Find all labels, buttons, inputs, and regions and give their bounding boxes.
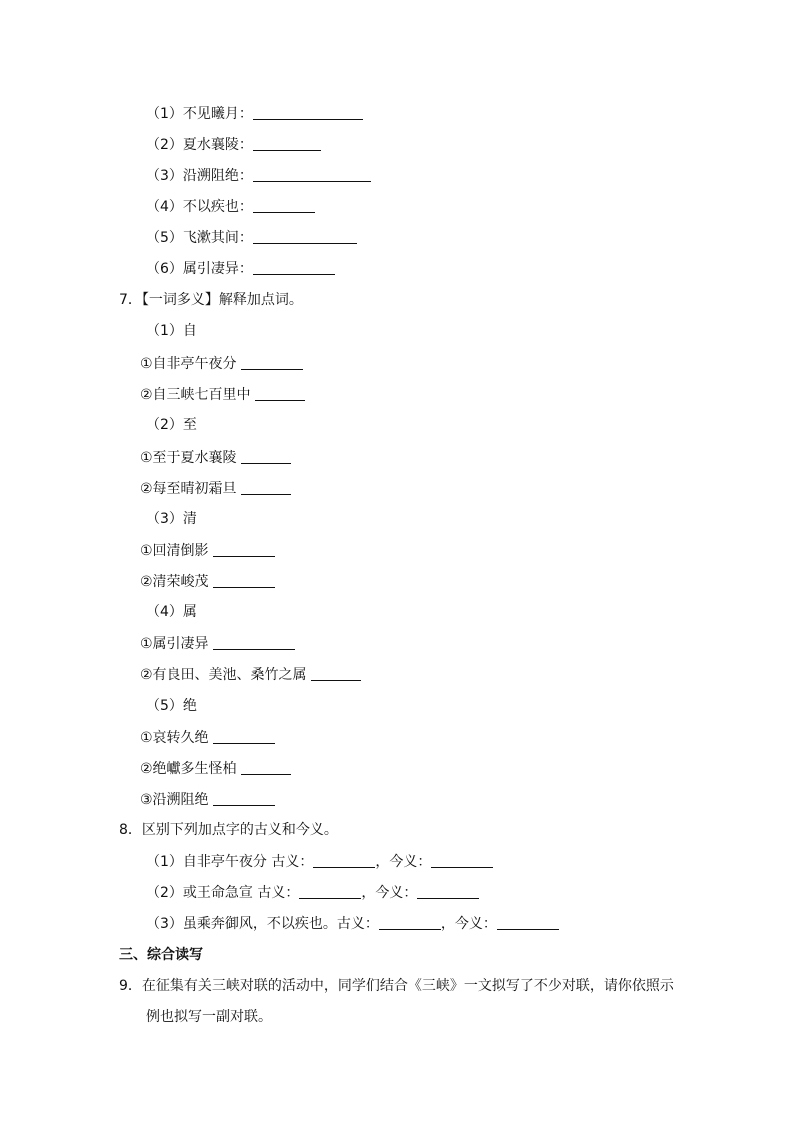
answer-blank[interactable] bbox=[241, 449, 291, 464]
answer-blank[interactable] bbox=[253, 167, 371, 182]
q6-item-6: （6）属引凄异： bbox=[146, 259, 335, 279]
answer-blank[interactable] bbox=[311, 666, 361, 681]
q7-group-label: （2）至 bbox=[146, 417, 197, 433]
ancient-meaning-blank[interactable] bbox=[379, 915, 441, 930]
answer-blank[interactable] bbox=[241, 760, 291, 775]
q7-sub-item: ①属引凄异 bbox=[140, 634, 295, 654]
q7-group-label: （3）清 bbox=[146, 511, 197, 527]
answer-blank[interactable] bbox=[241, 480, 291, 495]
q6-item-2: （2）夏水襄陵： bbox=[146, 135, 321, 155]
answer-blank[interactable] bbox=[213, 635, 295, 650]
q7-sub-item: ③沿溯阻绝 bbox=[140, 790, 275, 810]
q9-text-line-1: 9．在征集有关三峡对联的活动中，同学们结合《三峡》一文拟写了不少对联，请你依照示 bbox=[119, 978, 674, 994]
q7-group-label: （1）自 bbox=[146, 323, 197, 339]
answer-blank[interactable] bbox=[213, 542, 275, 557]
q8-item-3: （3）虽乘奔御风，不以疾也。古义： ，今义： bbox=[146, 914, 559, 934]
answer-blank[interactable] bbox=[241, 355, 303, 370]
q8-item-2: （2）或王命急宣 古义： ，今义： bbox=[146, 883, 479, 903]
q7-sub-item: ①自非亭午夜分 bbox=[140, 354, 303, 374]
q7-sub-item: ②清荣峻茂 bbox=[140, 572, 275, 592]
modern-meaning-blank[interactable] bbox=[431, 853, 493, 868]
answer-blank[interactable] bbox=[213, 729, 275, 744]
ancient-meaning-blank[interactable] bbox=[299, 884, 361, 899]
section-heading: 三、综合读写 bbox=[119, 947, 203, 963]
q8-item-1: （1）自非亭午夜分 古义： ，今义： bbox=[146, 852, 493, 872]
q7-group-label: （4）属 bbox=[146, 604, 197, 620]
answer-blank[interactable] bbox=[213, 573, 275, 588]
q8-title: 8．区别下列加点字的古义和今义。 bbox=[119, 822, 338, 838]
modern-meaning-blank[interactable] bbox=[497, 915, 559, 930]
q7-title: 7．【一词多义】解释加点词。 bbox=[119, 292, 303, 308]
answer-blank[interactable] bbox=[255, 386, 305, 401]
answer-blank[interactable] bbox=[253, 136, 321, 151]
answer-blank[interactable] bbox=[253, 198, 315, 213]
answer-blank[interactable] bbox=[213, 791, 275, 806]
q7-group-label: （5）绝 bbox=[146, 698, 197, 714]
q7-sub-item: ②自三峡七百里中 bbox=[140, 385, 305, 405]
q6-item-5: （5）飞漱其间： bbox=[146, 228, 357, 248]
answer-blank[interactable] bbox=[253, 260, 335, 275]
q7-sub-item: ①哀转久绝 bbox=[140, 728, 275, 748]
q7-sub-item: ②绝巘多生怪柏 bbox=[140, 759, 291, 779]
answer-blank[interactable] bbox=[253, 229, 357, 244]
q6-item-3: （3）沿溯阻绝： bbox=[146, 166, 371, 186]
q9-text-line-2: 例也拟写一副对联。 bbox=[146, 1009, 272, 1025]
q7-sub-item: ①至于夏水襄陵 bbox=[140, 448, 291, 468]
q7-sub-item: ②有良田、美池、桑竹之属 bbox=[140, 665, 361, 685]
answer-blank[interactable] bbox=[253, 105, 363, 120]
q7-sub-item: ①回清倒影 bbox=[140, 541, 275, 561]
q6-item-4: （4）不以疾也： bbox=[146, 197, 315, 217]
ancient-meaning-blank[interactable] bbox=[313, 853, 375, 868]
q7-sub-item: ②每至晴初霜旦 bbox=[140, 479, 291, 499]
q6-item-1: （1）不见曦月： bbox=[146, 104, 363, 124]
modern-meaning-blank[interactable] bbox=[417, 884, 479, 899]
